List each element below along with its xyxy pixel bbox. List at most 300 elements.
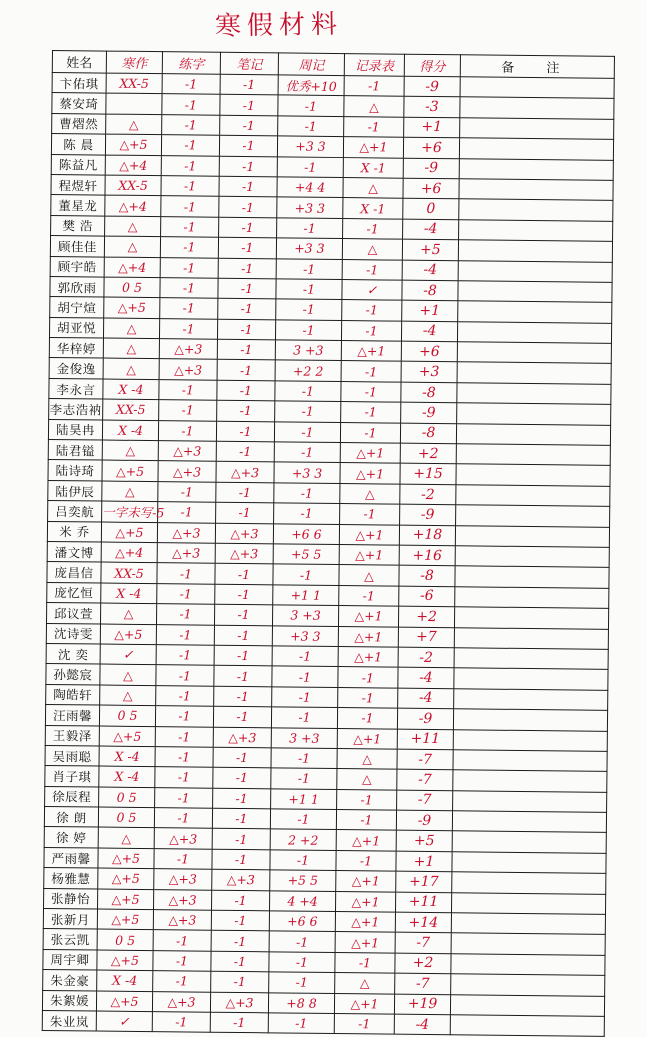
calligraphy-mark: -1 xyxy=(153,971,211,992)
notes-mark: -1 xyxy=(211,971,269,992)
student-name: 潘文博 xyxy=(47,541,101,562)
student-name: 杨雅慧 xyxy=(44,868,98,889)
weekly-journal-mark: +3 3 xyxy=(274,462,340,483)
notes-mark: △+3 xyxy=(215,543,273,564)
notes-mark: -1 xyxy=(220,95,278,116)
weekly-journal-mark: +3 3 xyxy=(272,625,338,646)
homework-mark: △+5 xyxy=(105,134,161,155)
calligraphy-mark: -1 xyxy=(157,563,215,584)
notes-mark: -1 xyxy=(210,1012,268,1033)
homework-mark: △ xyxy=(100,603,156,624)
homework-mark: XX-5 xyxy=(105,175,161,196)
calligraphy-mark: -1 xyxy=(158,481,216,502)
header-name: 姓名 xyxy=(52,51,106,74)
notes-mark: -1 xyxy=(211,951,269,972)
weekly-journal-mark: -1 xyxy=(270,809,336,830)
notes-mark: -1 xyxy=(220,115,278,136)
remark-cell xyxy=(457,342,611,364)
record-sheet-mark: -1 xyxy=(336,850,396,871)
homework-mark: XX-5 xyxy=(103,399,159,420)
score-value: -6 xyxy=(399,586,455,607)
student-name: 沈诗雯 xyxy=(46,623,100,644)
weekly-journal-mark: -1 xyxy=(276,258,342,279)
student-name: 胡宁煊 xyxy=(50,297,104,318)
remark-cell xyxy=(457,403,611,425)
homework-mark: △ xyxy=(103,338,159,359)
score-value: +5 xyxy=(402,239,458,260)
calligraphy-mark: -1 xyxy=(159,318,217,339)
homework-mark: ✓ xyxy=(100,644,156,665)
homework-mark: △+4 xyxy=(104,257,160,278)
score-value: -4 xyxy=(403,219,459,240)
remark-cell xyxy=(460,118,614,140)
weekly-journal-mark: -1 xyxy=(275,401,341,422)
notes-mark: -1 xyxy=(211,910,269,931)
weekly-journal-mark: -1 xyxy=(272,666,338,687)
weekly-journal-mark: -1 xyxy=(275,320,341,341)
student-name: 顾宇皓 xyxy=(50,256,104,277)
record-sheet-mark: △+1 xyxy=(335,912,395,933)
homework-mark: 0 5 xyxy=(97,929,153,950)
score-value: +18 xyxy=(399,525,455,546)
student-name: 陈 晨 xyxy=(51,134,105,155)
student-name: 卞佑琪 xyxy=(52,73,106,94)
weekly-journal-mark: -1 xyxy=(269,972,335,993)
notes-mark: -1 xyxy=(214,604,272,625)
score-value: +2 xyxy=(400,443,456,464)
homework-mark: XX-5 xyxy=(106,73,162,94)
notes-mark: -1 xyxy=(212,829,270,850)
notes-mark: △+3 xyxy=(213,727,271,748)
header-score: 得分 xyxy=(404,54,460,77)
record-sheet-mark: △ xyxy=(337,769,397,790)
score-value: -2 xyxy=(398,647,454,668)
student-name: 严雨馨 xyxy=(44,847,98,868)
homework-mark: △+5 xyxy=(97,909,153,930)
record-sheet-mark: -1 xyxy=(342,259,402,280)
score-value: +17 xyxy=(396,871,452,892)
score-value: -4 xyxy=(401,321,457,342)
header-homework: 寒作 xyxy=(106,51,162,74)
homework-mark: ✓ xyxy=(96,1011,152,1032)
weekly-journal-mark: +1 1 xyxy=(273,585,339,606)
student-name: 沈 奕 xyxy=(46,643,100,664)
record-sheet-mark: △+1 xyxy=(336,830,396,851)
notes-mark: -1 xyxy=(219,176,277,197)
remark-cell xyxy=(457,383,611,405)
student-name: 米 乔 xyxy=(47,521,101,542)
weekly-journal-mark: -1 xyxy=(268,1013,334,1034)
student-name: 周宇卿 xyxy=(43,949,97,970)
page-title: 寒假材料 xyxy=(214,9,344,42)
calligraphy-mark: △+3 xyxy=(158,461,216,482)
record-sheet-mark: -1 xyxy=(340,422,400,443)
score-value: -2 xyxy=(400,484,456,505)
calligraphy-mark: -1 xyxy=(159,400,217,421)
weekly-journal-mark: -1 xyxy=(274,483,340,504)
weekly-journal-mark: 3 +3 xyxy=(275,340,341,361)
record-sheet-mark: △ xyxy=(337,748,397,769)
score-value: +11 xyxy=(397,729,453,750)
weekly-journal-mark: 3 +3 xyxy=(271,727,337,748)
calligraphy-mark: -1 xyxy=(154,848,212,869)
record-sheet-mark: -1 xyxy=(339,585,399,606)
notes-mark: -1 xyxy=(219,156,277,177)
header-remarks: 备 注 xyxy=(460,55,614,79)
record-sheet-mark: -1 xyxy=(335,952,395,973)
record-sheet-mark: △+1 xyxy=(341,341,401,362)
notes-mark: -1 xyxy=(213,706,271,727)
student-name: 邱议萱 xyxy=(46,603,100,624)
notes-mark: -1 xyxy=(219,197,277,218)
notes-mark: -1 xyxy=(213,788,271,809)
weekly-journal-mark: -1 xyxy=(269,931,335,952)
record-sheet-mark: △ xyxy=(335,973,395,994)
weekly-journal-mark: +3 3 xyxy=(276,238,342,259)
score-value: -9 xyxy=(397,708,453,729)
notes-mark: -1 xyxy=(219,135,277,156)
weekly-journal-mark: -1 xyxy=(277,156,343,177)
record-sheet-mark: △+1 xyxy=(338,626,398,647)
notes-mark: -1 xyxy=(213,768,271,789)
record-sheet-mark: -1 xyxy=(344,116,404,137)
calligraphy-mark: △+3 xyxy=(159,359,217,380)
remark-cell xyxy=(459,179,613,201)
record-sheet-mark: -1 xyxy=(341,320,401,341)
calligraphy-mark: -1 xyxy=(160,278,218,299)
remark-cell xyxy=(455,525,609,547)
remark-cell xyxy=(454,607,608,629)
student-name: 吕奕航 xyxy=(48,501,102,522)
record-sheet-mark: -1 xyxy=(344,76,404,97)
homework-mark: X -4 xyxy=(103,379,159,400)
student-name: 顾佳佳 xyxy=(50,236,104,257)
homework-mark: △ xyxy=(98,827,154,848)
score-value: -4 xyxy=(398,667,454,688)
homework-mark: △+5 xyxy=(104,297,160,318)
notes-mark: -1 xyxy=(212,808,270,829)
remark-cell xyxy=(454,648,608,670)
score-value: +5 xyxy=(396,831,452,852)
remark-cell xyxy=(459,158,613,180)
weekly-journal-mark: -1 xyxy=(271,768,337,789)
calligraphy-mark: -1 xyxy=(161,196,219,217)
homework-mark: △ xyxy=(100,685,156,706)
calligraphy-mark: -1 xyxy=(156,685,214,706)
sheet-body xyxy=(42,73,614,1037)
homework-mark: △ xyxy=(102,481,158,502)
score-value: -9 xyxy=(401,402,457,423)
homework-mark: X -4 xyxy=(99,746,155,767)
notes-mark: △+3 xyxy=(210,992,268,1013)
student-name: 郭欣雨 xyxy=(50,276,104,297)
calligraphy-mark: △+3 xyxy=(159,339,217,360)
student-name: 樊 浩 xyxy=(51,215,105,236)
notes-mark: -1 xyxy=(217,360,275,381)
record-sheet-mark: △+1 xyxy=(339,545,399,566)
record-sheet-mark: -1 xyxy=(336,810,396,831)
remark-cell xyxy=(456,444,610,466)
calligraphy-mark: -1 xyxy=(160,298,218,319)
record-sheet-mark: X -1 xyxy=(343,157,403,178)
weekly-journal-mark: +5 5 xyxy=(273,544,339,565)
student-name: 王毅泽 xyxy=(45,725,99,746)
weekly-journal-mark: -1 xyxy=(272,687,338,708)
calligraphy-mark: -1 xyxy=(153,950,211,971)
weekly-journal-mark: -1 xyxy=(271,707,337,728)
weekly-journal-mark: -1 xyxy=(276,299,342,320)
remark-cell xyxy=(455,566,609,588)
homework-mark: 0 5 xyxy=(99,787,155,808)
homework-mark: 0 5 xyxy=(98,807,154,828)
remark-cell xyxy=(458,260,612,282)
record-sheet-mark: ✓ xyxy=(342,279,402,300)
calligraphy-mark: -1 xyxy=(156,624,214,645)
remark-cell xyxy=(453,709,607,731)
record-sheet-mark: △ xyxy=(343,178,403,199)
score-value: +19 xyxy=(394,994,450,1015)
record-sheet-mark: △+1 xyxy=(338,606,398,627)
weekly-journal-mark: -1 xyxy=(272,646,338,667)
remark-cell xyxy=(460,77,614,99)
score-value: 0 xyxy=(403,199,459,220)
student-name: 董星龙 xyxy=(51,195,105,216)
score-value: -8 xyxy=(399,566,455,587)
student-name: 徐 婷 xyxy=(44,827,98,848)
remark-cell xyxy=(450,1015,604,1037)
score-value: +1 xyxy=(402,300,458,321)
record-sheet-mark: -1 xyxy=(343,218,403,239)
weekly-journal-mark: -1 xyxy=(274,442,340,463)
remark-cell xyxy=(456,423,610,445)
calligraphy-mark: -1 xyxy=(156,645,214,666)
calligraphy-mark: -1 xyxy=(156,665,214,686)
notes-mark: -1 xyxy=(211,931,269,952)
notes-mark: -1 xyxy=(216,441,274,462)
student-name: 程煜轩 xyxy=(51,174,105,195)
homework-mark: 一字未写-5 xyxy=(102,501,158,522)
homework-mark: X -4 xyxy=(99,766,155,787)
record-sheet-mark: -1 xyxy=(334,1013,394,1034)
calligraphy-mark: -1 xyxy=(155,767,213,788)
weekly-journal-mark: +1 1 xyxy=(271,789,337,810)
student-name: 庞昌信 xyxy=(47,562,101,583)
score-value: -4 xyxy=(394,1014,450,1035)
remark-cell xyxy=(460,97,614,119)
score-value: +3 xyxy=(401,362,457,383)
homework-mark: △+5 xyxy=(98,868,154,889)
score-value: +6 xyxy=(403,178,459,199)
calligraphy-mark: -1 xyxy=(160,257,218,278)
homework-mark: △+5 xyxy=(98,848,154,869)
calligraphy-mark: △+3 xyxy=(158,441,216,462)
student-name: 金俊逸 xyxy=(49,358,103,379)
notes-mark: -1 xyxy=(217,380,275,401)
notes-mark: -1 xyxy=(217,400,275,421)
score-value: -7 xyxy=(395,933,451,954)
homework-mark: X -4 xyxy=(101,583,157,604)
score-value: -9 xyxy=(404,76,460,97)
homework-mark: △ xyxy=(106,114,162,135)
weekly-journal-mark: +2 2 xyxy=(275,360,341,381)
student-name: 汪雨馨 xyxy=(45,705,99,726)
notes-mark: △+3 xyxy=(215,523,273,544)
remark-cell xyxy=(456,485,610,507)
weekly-journal-mark: -1 xyxy=(278,116,344,137)
remark-cell xyxy=(458,240,612,262)
header-weekly-journal: 周记 xyxy=(278,53,344,76)
score-value: +15 xyxy=(400,464,456,485)
notes-mark: -1 xyxy=(215,564,273,585)
calligraphy-mark: △+3 xyxy=(154,828,212,849)
remark-cell xyxy=(451,954,605,976)
score-value: +2 xyxy=(395,953,451,974)
notes-mark: -1 xyxy=(218,299,276,320)
notes-mark: -1 xyxy=(218,237,276,258)
calligraphy-mark: △+3 xyxy=(154,869,212,890)
notes-mark: -1 xyxy=(215,584,273,605)
weekly-journal-mark: +4 4 xyxy=(277,177,343,198)
weekly-journal-mark: +3 3 xyxy=(277,136,343,157)
homework-mark: △+5 xyxy=(102,460,158,481)
remark-cell xyxy=(453,750,607,772)
remark-cell xyxy=(453,770,607,792)
student-name: 张静怡 xyxy=(44,888,98,909)
calligraphy-mark: △+3 xyxy=(157,522,215,543)
homework-mark: 0 5 xyxy=(99,705,155,726)
remark-cell xyxy=(456,505,610,527)
student-name: 陶皓轩 xyxy=(46,684,100,705)
record-sheet-mark: △ xyxy=(340,483,400,504)
score-value: -7 xyxy=(397,749,453,770)
header-notes: 笔记 xyxy=(220,52,278,75)
notes-mark: -1 xyxy=(219,217,277,238)
homework-mark xyxy=(106,93,162,114)
student-name: 肖子琪 xyxy=(45,766,99,787)
weekly-journal-mark: -1 xyxy=(269,952,335,973)
student-name: 陆伊辰 xyxy=(48,480,102,501)
remark-cell xyxy=(451,913,605,935)
remark-cell xyxy=(457,321,611,343)
student-name: 徐辰程 xyxy=(45,786,99,807)
calligraphy-mark: -1 xyxy=(160,237,218,258)
homework-mark: △ xyxy=(103,318,159,339)
student-name: 孙懿宸 xyxy=(46,664,100,685)
calligraphy-mark: -1 xyxy=(161,216,219,237)
weekly-journal-mark: -1 xyxy=(274,503,340,524)
homework-mark: △+4 xyxy=(101,542,157,563)
calligraphy-mark: -1 xyxy=(159,379,217,400)
student-name: 庞忆恒 xyxy=(47,582,101,603)
notes-mark: -1 xyxy=(216,502,274,523)
calligraphy-mark: -1 xyxy=(155,747,213,768)
record-sheet-mark: △+1 xyxy=(336,871,396,892)
record-sheet-mark: △+1 xyxy=(334,993,394,1014)
calligraphy-mark: -1 xyxy=(158,502,216,523)
score-value: -9 xyxy=(396,810,452,831)
score-value: -7 xyxy=(397,769,453,790)
score-value: -8 xyxy=(401,382,457,403)
homework-mark: △+5 xyxy=(97,950,153,971)
record-sheet-mark: △+1 xyxy=(337,728,397,749)
calligraphy-mark: -1 xyxy=(154,808,212,829)
record-sheet-mark: -1 xyxy=(337,789,397,810)
score-value: -8 xyxy=(400,423,456,444)
homework-mark: △+5 xyxy=(101,522,157,543)
weekly-journal-mark: +6 6 xyxy=(273,523,339,544)
student-name: 陆君镒 xyxy=(48,440,102,461)
calligraphy-mark: -1 xyxy=(156,604,214,625)
student-name: 华梓婷 xyxy=(49,338,103,359)
weekly-journal-mark: -1 xyxy=(273,564,339,585)
student-name: 张云凯 xyxy=(43,929,97,950)
score-value: -8 xyxy=(402,280,458,301)
weekly-journal-mark: 2 +2 xyxy=(270,829,336,850)
student-name: 胡亚悦 xyxy=(49,317,103,338)
remark-cell xyxy=(452,811,606,833)
weekly-journal-mark: 3 +3 xyxy=(272,605,338,626)
student-name: 吴雨聪 xyxy=(45,745,99,766)
student-name: 张新月 xyxy=(43,908,97,929)
record-sheet-mark: △+1 xyxy=(340,463,400,484)
homework-mark: 0 5 xyxy=(104,277,160,298)
calligraphy-mark: △+3 xyxy=(153,910,211,931)
homework-mark: △+5 xyxy=(99,726,155,747)
remark-cell xyxy=(452,831,606,853)
remark-cell xyxy=(454,688,608,710)
remark-cell xyxy=(451,974,605,996)
student-name: 陆昊冉 xyxy=(48,419,102,440)
record-sheet-mark: △+1 xyxy=(339,524,399,545)
calligraphy-mark: -1 xyxy=(153,930,211,951)
calligraphy-mark: -1 xyxy=(155,706,213,727)
remark-cell xyxy=(452,872,606,894)
score-value: +14 xyxy=(395,912,451,933)
homework-mark: △+4 xyxy=(105,195,161,216)
remark-cell xyxy=(454,668,608,690)
weekly-journal-mark: -1 xyxy=(275,381,341,402)
weekly-journal-mark: 4 +4 xyxy=(269,890,335,911)
student-name: 朱业岚 xyxy=(42,1010,96,1031)
grade-sheet-table xyxy=(42,50,615,1037)
notes-mark: -1 xyxy=(220,74,278,95)
notes-mark: -1 xyxy=(214,625,272,646)
remark-cell xyxy=(455,546,609,568)
notes-mark: -1 xyxy=(214,666,272,687)
homework-mark: △ xyxy=(104,236,160,257)
weekly-journal-mark: -1 xyxy=(271,748,337,769)
record-sheet-mark: X -1 xyxy=(343,198,403,219)
score-value: +6 xyxy=(403,137,459,158)
homework-mark: △+5 xyxy=(100,624,156,645)
record-sheet-mark: △ xyxy=(344,96,404,117)
calligraphy-mark: △+3 xyxy=(154,889,212,910)
notes-mark: -1 xyxy=(217,319,275,340)
score-value: -7 xyxy=(395,973,451,994)
record-sheet-mark: △+1 xyxy=(335,891,395,912)
homework-mark: △ xyxy=(103,359,159,380)
homework-mark: X -4 xyxy=(102,420,158,441)
score-value: -7 xyxy=(397,790,453,811)
record-sheet-mark: △+1 xyxy=(338,646,398,667)
record-sheet-mark: △ xyxy=(342,239,402,260)
record-sheet-mark: △+1 xyxy=(335,932,395,953)
calligraphy-mark: -1 xyxy=(162,94,220,115)
remark-cell xyxy=(450,994,604,1016)
weekly-journal-mark: +5 5 xyxy=(270,870,336,891)
weekly-journal-mark: -1 xyxy=(276,279,342,300)
record-sheet-mark: -1 xyxy=(342,300,402,321)
